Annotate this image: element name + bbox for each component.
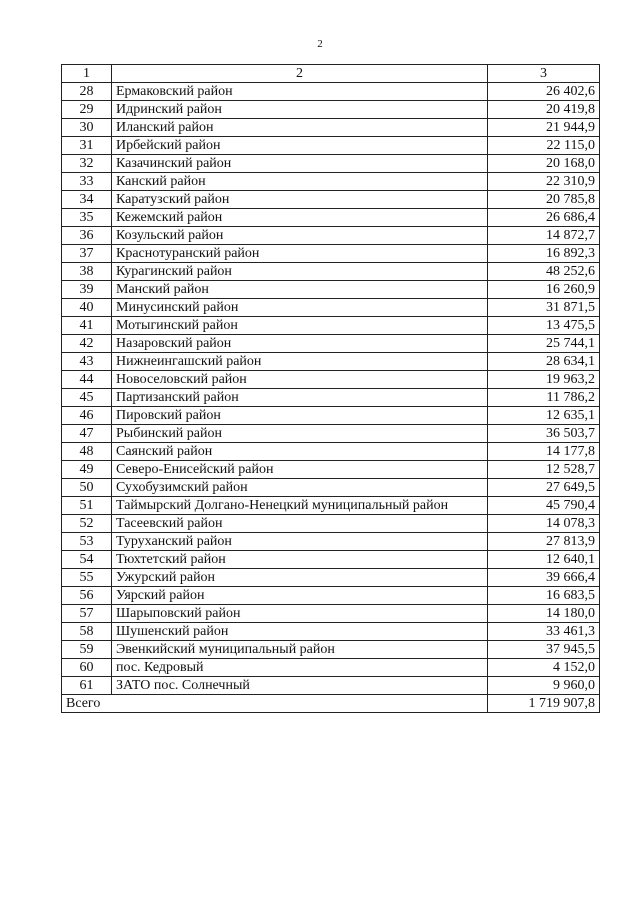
table-row — [62, 425, 600, 443]
table-row — [62, 569, 600, 587]
table-row — [62, 587, 600, 605]
table-row — [62, 407, 600, 425]
row-number: 37 — [62, 245, 112, 263]
table-row — [62, 605, 600, 623]
row-number: 56 — [62, 587, 112, 605]
row-value: 27 813,9 — [488, 533, 600, 551]
row-name: Шарыповский район — [112, 605, 488, 623]
row-number: 33 — [62, 173, 112, 191]
table-row — [62, 281, 600, 299]
row-number: 40 — [62, 299, 112, 317]
row-name: Шушенский район — [112, 623, 488, 641]
table-row — [62, 533, 600, 551]
table-row — [62, 209, 600, 227]
row-value: 26 402,6 — [488, 83, 600, 101]
table-row — [62, 119, 600, 137]
row-number: 54 — [62, 551, 112, 569]
row-name: Саянский район — [112, 443, 488, 461]
row-name: ЗАТО пос. Солнечный — [112, 677, 488, 695]
row-number: 59 — [62, 641, 112, 659]
allocation-table — [61, 64, 600, 713]
row-name: Ирбейский район — [112, 137, 488, 155]
table-total-row — [62, 695, 600, 713]
row-number: 47 — [62, 425, 112, 443]
table-row — [62, 551, 600, 569]
row-number: 61 — [62, 677, 112, 695]
table-row — [62, 515, 600, 533]
total-label: Всего — [62, 695, 488, 713]
row-number: 36 — [62, 227, 112, 245]
row-number: 55 — [62, 569, 112, 587]
row-value: 4 152,0 — [488, 659, 600, 677]
row-name: Ермаковский район — [112, 83, 488, 101]
row-value: 22 310,9 — [488, 173, 600, 191]
row-value: 14 872,7 — [488, 227, 600, 245]
row-name: Туруханский район — [112, 533, 488, 551]
row-value: 16 683,5 — [488, 587, 600, 605]
row-value: 27 649,5 — [488, 479, 600, 497]
row-number: 32 — [62, 155, 112, 173]
row-number: 35 — [62, 209, 112, 227]
row-number: 34 — [62, 191, 112, 209]
row-value: 25 744,1 — [488, 335, 600, 353]
row-name: Партизанский район — [112, 389, 488, 407]
row-number: 30 — [62, 119, 112, 137]
table-row — [62, 137, 600, 155]
table-row — [62, 443, 600, 461]
row-number: 46 — [62, 407, 112, 425]
row-name: Идринский район — [112, 101, 488, 119]
row-name: Рыбинский район — [112, 425, 488, 443]
row-name: Новоселовский район — [112, 371, 488, 389]
row-number: 31 — [62, 137, 112, 155]
row-name: пос. Кедровый — [112, 659, 488, 677]
row-value: 14 180,0 — [488, 605, 600, 623]
table-row — [62, 677, 600, 695]
row-number: 52 — [62, 515, 112, 533]
table-row — [62, 173, 600, 191]
row-number: 50 — [62, 479, 112, 497]
row-name: Каратузский район — [112, 191, 488, 209]
row-value: 26 686,4 — [488, 209, 600, 227]
table-row — [62, 191, 600, 209]
row-number: 39 — [62, 281, 112, 299]
row-value: 12 528,7 — [488, 461, 600, 479]
table-row — [62, 317, 600, 335]
row-name: Уярский район — [112, 587, 488, 605]
table-row — [62, 659, 600, 677]
row-name: Курагинский район — [112, 263, 488, 281]
row-name: Козульский район — [112, 227, 488, 245]
table-row — [62, 83, 600, 101]
row-name: Тюхтетский район — [112, 551, 488, 569]
row-name: Мотыгинский район — [112, 317, 488, 335]
table-row — [62, 245, 600, 263]
row-number: 45 — [62, 389, 112, 407]
row-number: 42 — [62, 335, 112, 353]
row-name: Ужурский район — [112, 569, 488, 587]
table-row — [62, 623, 600, 641]
row-value: 19 963,2 — [488, 371, 600, 389]
row-number: 43 — [62, 353, 112, 371]
table-row — [62, 155, 600, 173]
table-row — [62, 479, 600, 497]
row-value: 37 945,5 — [488, 641, 600, 659]
row-value: 20 168,0 — [488, 155, 600, 173]
header-cell-2: 2 — [112, 65, 488, 83]
row-number: 48 — [62, 443, 112, 461]
page-number: 2 — [317, 38, 323, 50]
header-cell-1: 1 — [62, 65, 112, 83]
total-value: 1 719 907,8 — [488, 695, 600, 713]
row-value: 14 177,8 — [488, 443, 600, 461]
row-name: Эвенкийский муниципальный район — [112, 641, 488, 659]
row-name: Иланский район — [112, 119, 488, 137]
row-name: Манский район — [112, 281, 488, 299]
row-value: 36 503,7 — [488, 425, 600, 443]
row-name: Пировский район — [112, 407, 488, 425]
row-number: 29 — [62, 101, 112, 119]
table-row — [62, 389, 600, 407]
row-value: 39 666,4 — [488, 569, 600, 587]
row-value: 31 871,5 — [488, 299, 600, 317]
row-value: 48 252,6 — [488, 263, 600, 281]
row-value: 16 260,9 — [488, 281, 600, 299]
row-number: 44 — [62, 371, 112, 389]
row-name: Нижнеингашский район — [112, 353, 488, 371]
row-number: 58 — [62, 623, 112, 641]
row-value: 33 461,3 — [488, 623, 600, 641]
row-value: 45 790,4 — [488, 497, 600, 515]
row-number: 57 — [62, 605, 112, 623]
row-name: Назаровский район — [112, 335, 488, 353]
table-header-row — [62, 65, 600, 83]
row-name: Кежемский район — [112, 209, 488, 227]
table-row — [62, 371, 600, 389]
header-cell-3: 3 — [488, 65, 600, 83]
row-name: Канский район — [112, 173, 488, 191]
table-body — [62, 65, 600, 713]
row-number: 53 — [62, 533, 112, 551]
row-value: 28 634,1 — [488, 353, 600, 371]
row-number: 28 — [62, 83, 112, 101]
row-value: 13 475,5 — [488, 317, 600, 335]
row-value: 11 786,2 — [488, 389, 600, 407]
table-row — [62, 641, 600, 659]
row-value: 9 960,0 — [488, 677, 600, 695]
row-name: Сухобузимский район — [112, 479, 488, 497]
row-number: 60 — [62, 659, 112, 677]
row-number: 38 — [62, 263, 112, 281]
row-number: 51 — [62, 497, 112, 515]
row-name: Казачинский район — [112, 155, 488, 173]
row-value: 12 635,1 — [488, 407, 600, 425]
row-value: 16 892,3 — [488, 245, 600, 263]
row-name: Минусинский район — [112, 299, 488, 317]
row-value: 22 115,0 — [488, 137, 600, 155]
row-value: 21 944,9 — [488, 119, 600, 137]
row-value: 20 785,8 — [488, 191, 600, 209]
row-name: Таймырский Долгано-Ненецкий муниципальный район — [112, 497, 488, 515]
row-number: 49 — [62, 461, 112, 479]
row-name: Северо-Енисейский район — [112, 461, 488, 479]
row-value: 14 078,3 — [488, 515, 600, 533]
table-row — [62, 497, 600, 515]
row-name: Краснотуранский район — [112, 245, 488, 263]
table-row — [62, 461, 600, 479]
row-number: 41 — [62, 317, 112, 335]
row-name: Тасеевский район — [112, 515, 488, 533]
table-row — [62, 263, 600, 281]
table-row — [62, 299, 600, 317]
table-row — [62, 335, 600, 353]
row-value: 20 419,8 — [488, 101, 600, 119]
row-value: 12 640,1 — [488, 551, 600, 569]
table-row — [62, 101, 600, 119]
table-row — [62, 227, 600, 245]
table-row — [62, 353, 600, 371]
